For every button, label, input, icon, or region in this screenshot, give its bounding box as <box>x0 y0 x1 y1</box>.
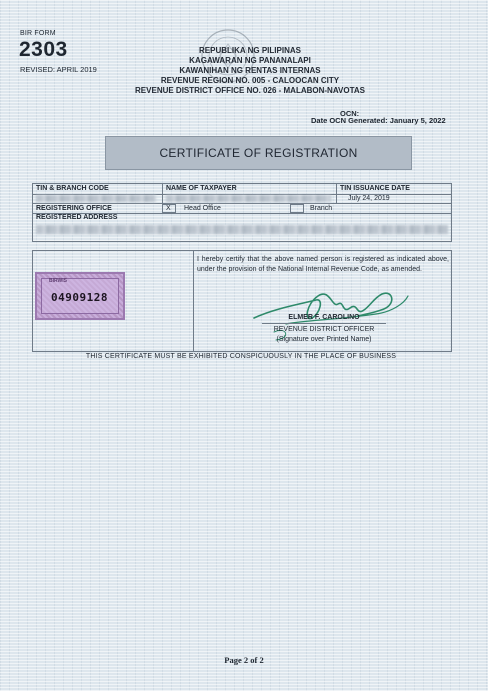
table-vline <box>336 183 337 203</box>
ocn-date-value: January 5, 2022 <box>389 116 446 125</box>
agency-header <box>100 46 400 96</box>
certificate-title: CERTIFICATE OF REGISTRATION <box>105 136 412 170</box>
table-vline <box>162 183 163 203</box>
registered-address-label: REGISTERED ADDRESS <box>36 214 118 221</box>
ocn-date-label: Date OCN Generated: <box>311 116 388 125</box>
branch-checkbox <box>290 204 304 213</box>
officer-name: ELMER F. CAROLINO <box>288 314 360 321</box>
head-office-label: Head Office <box>184 205 221 212</box>
officer-title: REVENUE DISTRICT OFFICER <box>273 326 375 333</box>
certification-divider <box>193 250 194 352</box>
signature-line <box>262 323 386 324</box>
taxpayer-name-label: NAME OF TAXPAYER <box>166 185 237 192</box>
agency-line-department: KAGAWARAN NG PANANALAPI <box>189 56 311 65</box>
form-revised: REVISED: APRIL 2019 <box>20 65 97 74</box>
ocn-label: OCN: <box>340 109 360 118</box>
officer-note: (Signature over Printed Name) <box>276 336 372 343</box>
registering-office-label: REGISTERING OFFICE <box>36 205 112 212</box>
redacted-address <box>36 225 448 234</box>
agency-line-region: REVENUE REGION NO. 005 - CALOOCAN CITY <box>160 76 340 85</box>
branch-label: Branch <box>310 205 333 212</box>
agency-line-republic: REPUBLIKA NG PILIPINAS <box>199 46 301 55</box>
certification-text: I hereby certify that the above named person is registered as indicated above, under the provision of the National Internal Revenue Code, as amended. <box>197 256 449 273</box>
tin-branch-label: TIN & BRANCH CODE <box>36 185 109 192</box>
agency-line-bureau: KAWANIHAN NG RENTAS INTERNAS <box>179 66 321 75</box>
redacted-taxpayer-name <box>166 195 331 202</box>
tin-issuance-value: July 24, 2019 <box>348 195 390 202</box>
agency-line-district: REVENUE DISTRICT OFFICE NO. 026 - MALABON-NAVOTAS <box>135 86 365 95</box>
display-notice: THIS CERTIFICATE MUST BE EXHIBITED CONSPICUOUSLY IN THE PLACE OF BUSINESS <box>85 353 397 360</box>
table-divider <box>32 203 452 204</box>
documentary-stamp <box>35 272 125 320</box>
page-number: Page 2 of 2 <box>224 655 264 665</box>
stamp-word: BIRWIS <box>49 278 67 284</box>
form-number: 2303 <box>19 38 68 61</box>
stamp-number: 04909128 <box>51 291 108 304</box>
signature-icon <box>246 274 416 344</box>
head-office-mark: X <box>166 205 171 212</box>
redacted-tin <box>36 195 156 202</box>
ocn-date <box>311 116 446 125</box>
form-label: BIR FORM <box>20 30 56 37</box>
tin-issuance-label: TIN ISSUANCE DATE <box>340 185 410 192</box>
